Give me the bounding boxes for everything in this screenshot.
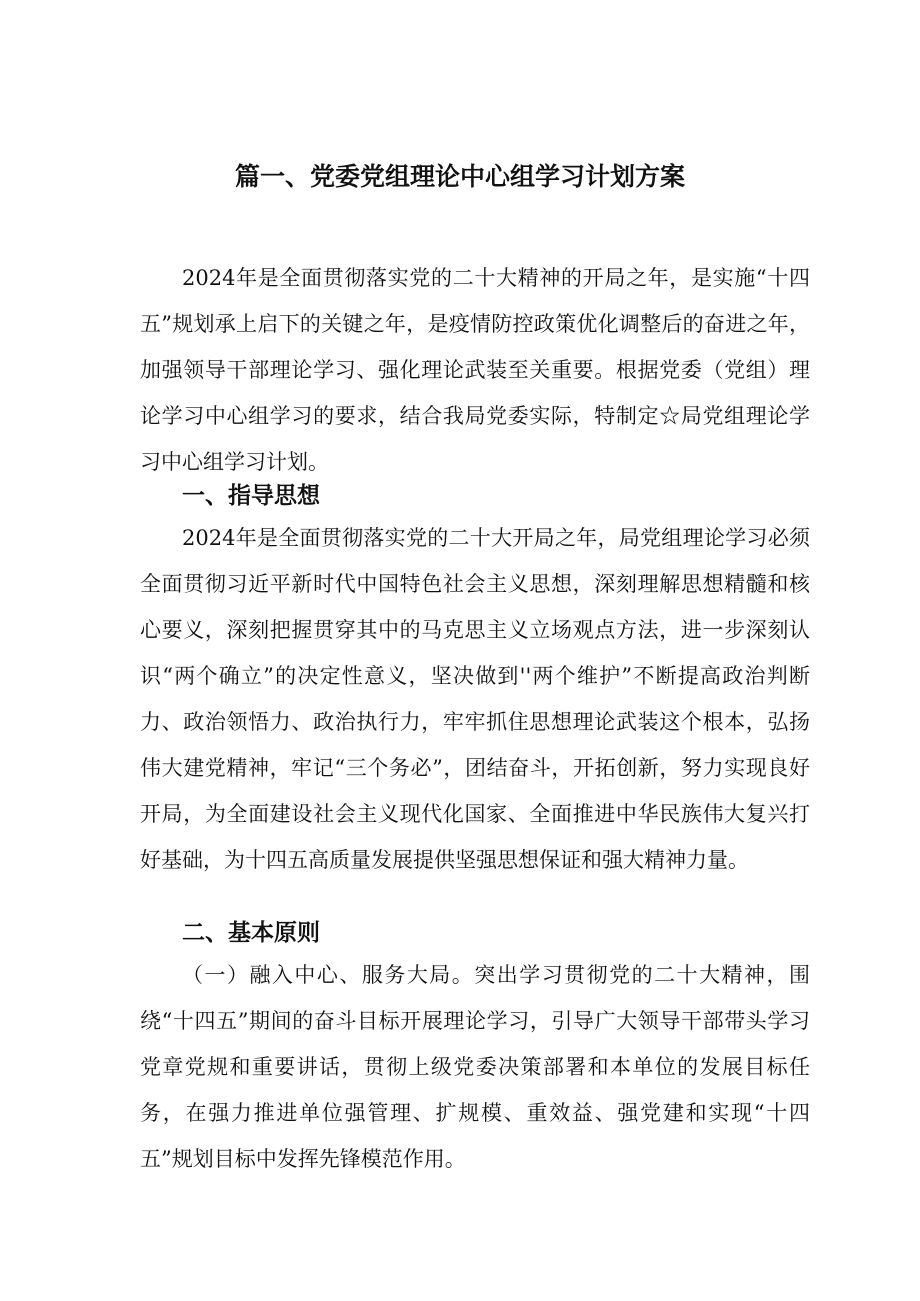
document-title: 篇一、党委党组理论中心组学习计划方案 bbox=[234, 162, 685, 191]
section-heading-guiding-ideology: 一、指导思想 bbox=[182, 483, 320, 509]
section-paragraph-basic-principles: （一）融入中心、服务大局。突出学习贯彻党的二十大精神，围绕“十四五”期间的奋斗目标开展理论学习，引导广大领导干部带头学习党章党规和重要讲话，贯彻上级党委决策部署和本单位的发展目标任务，在强力推进单位强管理、扩规模、重效益、强党建和实现“十四五”规划目标中发挥先锋模范作用。 bbox=[140, 963, 810, 1171]
section-paragraph-guiding-ideology: 2024年是全面贯彻落实党的二十大开局之年，局党组理论学习必须全面贯彻习近平新时代中国特色社会主义思想，深刻理解思想精髓和核心要义，深刻把握贯穿其中的马克思主义立场观点方法，进一步深刻认识“两个确立”的决定性意义，坚决做到''两个维护”不断提高政治判断力、政治领悟力、政治执行力，牢牢抓住思想理论武装这个根本，弘扬伟大建党精神，牢记“三个务必”，团结奋斗，开拓创新，努力实现良好开局，为全面建设社会主义现代化国家、全面推进中华民族伟大复兴打好基础，为十四五高质量发展提供坚强思想保证和强大精神力量。 bbox=[140, 526, 810, 872]
intro-paragraph: 2024年是全面贯彻落实党的二十大精神的开局之年，是实施“十四五”规划承上启下的关键之年，是疫情防控政策优化调整后的奋进之年，加强领导干部理论学习、强化理论武装至关重要。根据党委（党组）理论学习中心组学习的要求，结合我局党委实际，特制定☆局党组理论学习中心组学习计划。 bbox=[140, 266, 810, 474]
section-heading-basic-principles: 二、基本原则 bbox=[182, 920, 320, 946]
